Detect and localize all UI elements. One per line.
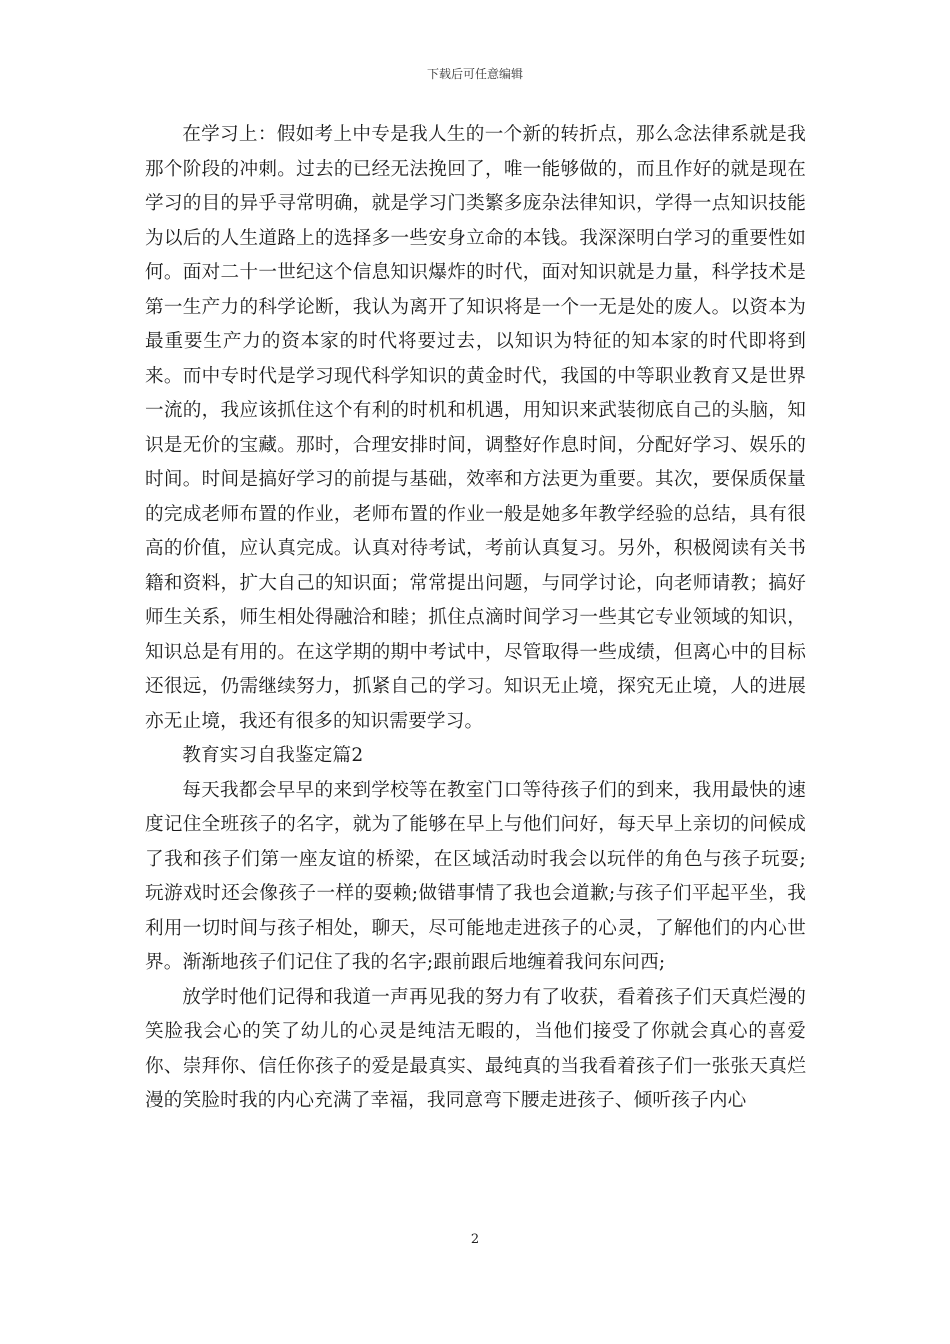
- header-text: 下载后可任意编辑: [426, 67, 523, 81]
- page-footer: [0, 1232, 950, 1248]
- paragraph-morning: 每天我都会早早的来到学校等在教室门口等待孩子们的到来，我用最快的速度记住全班孩子的名字，就为了能够在早上与他们问好，每天早上亲切的问候成了我和孩子们第一座友谊的桥梁，在区域活动时我会以玩伴的角色与孩子玩耍;玩游戏时还会像孩子一样的耍赖;做错事情了我也会道歉;与孩子们平起平坐，我利用一切时间与孩子相处，聊天，尽可能地走进孩子的心灵，了解他们的内心世界。渐渐地孩子们记住了我的名字;跟前跟后地缠着我问东问西;: [145, 779, 806, 973]
- paragraph-study: 在学习上：假如考上中专是我人生的一个新的转折点，那么念法律系就是我那个阶段的冲刺。过去的已经无法挽回了，唯一能够做的，而且作好的就是现在学习的目的异乎寻常明确，就是学习门类繁多庞杂法律知识，学得一点知识技能为以后的人生道路上的选择多一些安身立命的本钱。我深深明白学习的重要性如何。面对二十一世纪这个信息知识爆炸的时代，面对知识就是力量，科学技术是第一生产力的科学论断，我认为离开了知识将是一个一无是处的废人。以资本为最重要生产力的资本家的时代将要过去，以知识为特征的知本家的时代即将到来。而中专时代是学习现代科学知识的黄金时代，我国的中等职业教育又是世界一流的，我应该抓住这个有利的时机和机遇，用知识来武装彻底自己的头脑，知识是无价的宝藏。那时，合理安排时间，调整好作息时间，分配好学习、娱乐的时间。时间是搞好学习的前提与基础，效率和方法更为重要。其次，要保质保量的完成老师布置的作业，老师布置的作业一般是她多年教学经验的总结，具有很高的价值，应认真完成。认真对待考试，考前认真复习。另外，积极阅读有关书籍和资料，扩大自己的知识面；常常提出问题，与同学讨论，向老师请教；搞好师生关系，师生相处得融洽和睦；抓住点滴时间学习一些其它专业领域的知识，知识总是有用的。在这学期的期中考试中，尽管取得一些成绩，但离心中的目标还很远，仍需继续努力，抓紧自己的学习。知识无止境，探究无止境，人的进展亦无止境，我还有很多的知识需要学习。: [145, 124, 806, 732]
- document-body: [145, 118, 806, 1119]
- page-number: 2: [470, 1232, 480, 1247]
- paragraph-afternoon: 放学时他们记得和我道一声再见我的努力有了收获，看着孩子们天真烂漫的笑脸我会心的笑了幼儿的心灵是纯洁无暇的，当他们接受了你就会真心的喜爱你、崇拜你、信任你孩子的爱是最真实、最纯真的当我看着孩子们一张张天真烂漫的笑脸时我的内心充满了幸福，我同意弯下腰走进孩子、倾听孩子内心: [145, 986, 806, 1111]
- page-header: [0, 66, 950, 82]
- section-heading: 教育实习自我鉴定篇2: [182, 745, 364, 766]
